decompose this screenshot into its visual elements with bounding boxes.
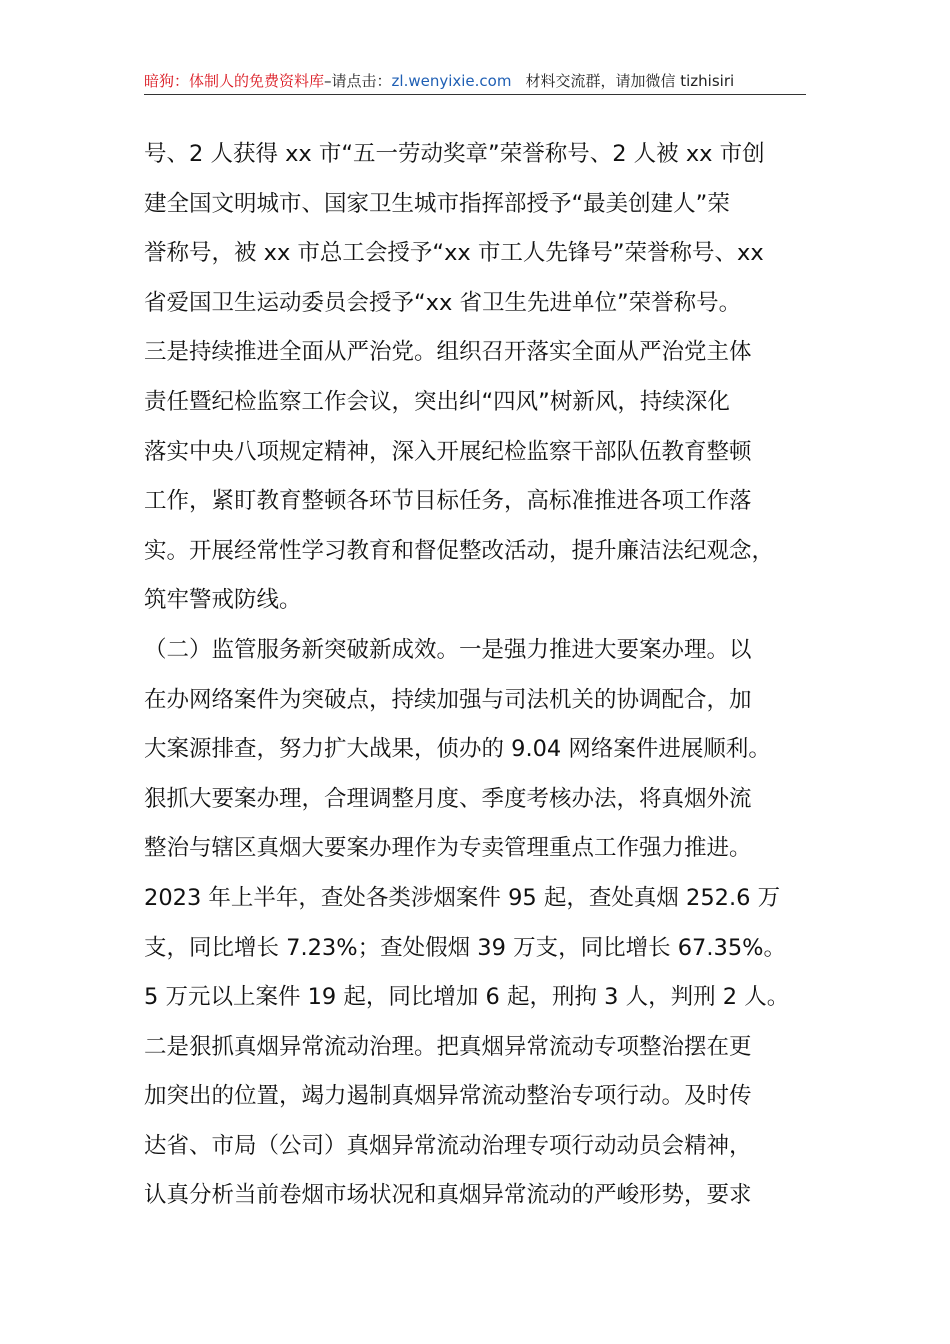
body-line: 狠抓大要案办理，合理调整月度、季度考核办法，将真烟外流 xyxy=(144,785,752,812)
body-line: 实。开展经常性学习教育和督促整改活动，提升廉洁法纪观念， xyxy=(144,537,775,564)
body-line: 工作，紧盯教育整顿各环节目标任务，高标准推进各项工作落 xyxy=(144,488,752,515)
body-line: 三是持续推进全面从严治党。组织召开落实全面从严治党主体 xyxy=(144,339,752,366)
header-link[interactable]: zl.wenyixie.com xyxy=(391,72,512,90)
body-line: 省爱国卫生运动委员会授予“xx 省卫生先进单位”荣誉称号。 xyxy=(144,289,742,316)
body-line: 达省、市局（公司）真烟异常流动治理专项行动动员会精神， xyxy=(144,1132,752,1159)
body-line: 加突出的位置，竭力遏制真烟异常流动整治专项行动。及时传 xyxy=(144,1083,752,1110)
body-line: 整治与辖区真烟大要案办理作为专卖管理重点工作强力推进。 xyxy=(144,835,752,862)
body-line: 责任暨纪检监察工作会议，突出纠“四风”树新风，持续深化 xyxy=(144,388,730,415)
header-prompt: –请点击： xyxy=(324,72,392,90)
body-line: 誉称号，被 xx 市总工会授予“xx 市工人先锋号”荣誉称号、xx xyxy=(144,240,764,267)
body-line: 落实中央八项规定精神，深入开展纪检监察干部队伍教育整顿 xyxy=(144,438,752,465)
body-line: 号、2 人获得 xx 市“五一劳动奖章”荣誉称号、2 人被 xx 市创 xyxy=(144,141,765,167)
body-line: 支，同比增长 7.23%；查处假烟 39 万支，同比增长 67.35%。 xyxy=(144,934,787,961)
body-line: 认真分析当前卷烟市场状况和真烟异常流动的严峻形势，要求 xyxy=(144,1182,752,1209)
header-brand: 暗狗：体制人的免费资料库 xyxy=(144,72,325,90)
body-line: 5 万元以上案件 19 起，同比增加 6 起，刑拘 3 人，判刑 2 人。 xyxy=(144,984,790,1011)
body-line: 二是狠抓真烟异常流动治理。把真烟异常流动专项整治摆在更 xyxy=(144,1033,752,1060)
body-line: 大案源排查，努力扩大战果，侦办的 9.04 网络案件进展顺利。 xyxy=(144,736,771,763)
body-line: 建全国文明城市、国家卫生城市指挥部授予“最美创建人”荣 xyxy=(144,190,730,217)
body-line: 筑牢警戒防线。 xyxy=(144,587,302,614)
document-body xyxy=(144,130,814,1221)
header-group-note: 材料交流群，请加微信 tizhisiri xyxy=(525,72,735,90)
body-line: 在办网络案件为突破点，持续加强与司法机关的协调配合，加 xyxy=(144,686,752,713)
body-line: （二）监管服务新突破新成效。一是强力推进大要案办理。以 xyxy=(144,636,752,663)
page-header xyxy=(144,68,806,95)
body-line: 2023 年上半年，查处各类涉烟案件 95 起，查处真烟 252.6 万 xyxy=(144,884,781,911)
